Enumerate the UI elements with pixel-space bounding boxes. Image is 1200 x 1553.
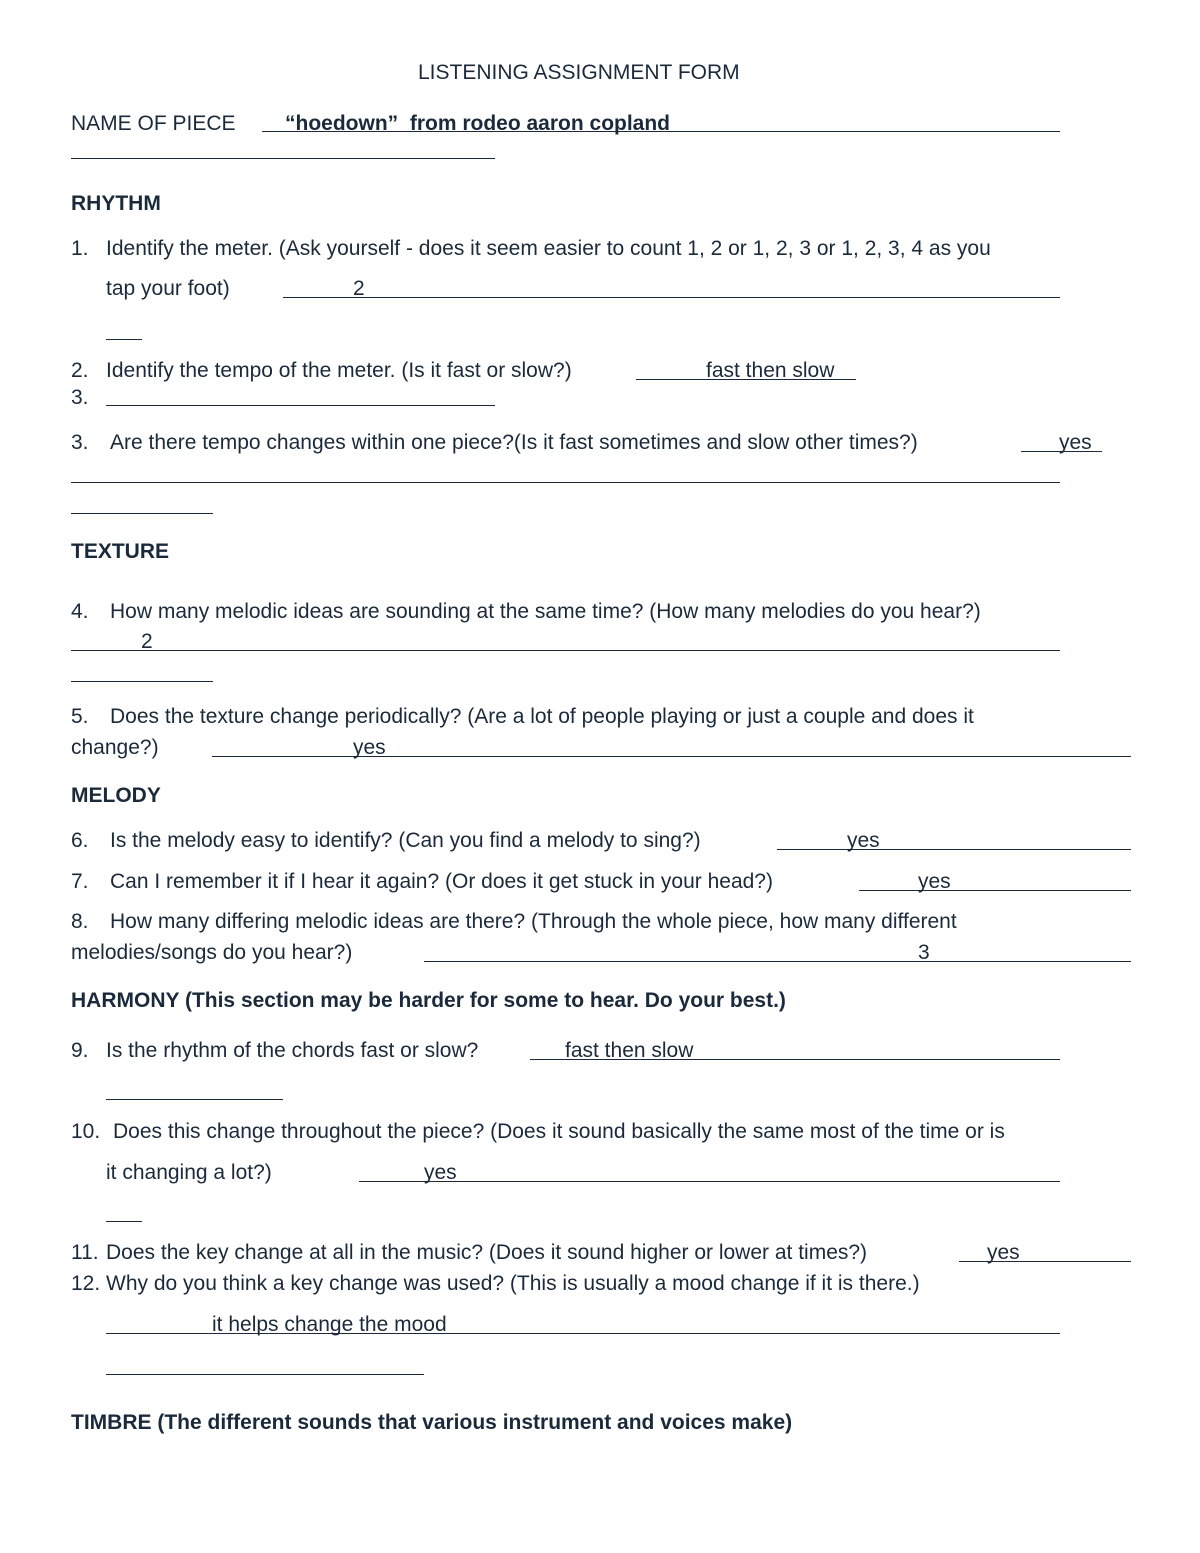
q3-text: Are there tempo changes within one piece?(Is it fast sometimes and slow other times?) — [110, 431, 918, 454]
q10-text-line1: Does this change throughout the piece? (Does it sound basically the same most of the time or is — [113, 1120, 1005, 1143]
q8-text-line1: How many differing melodic ideas are there? (Through the whole piece, how many different — [110, 910, 957, 933]
section-harmony: HARMONY (This section may be harder for some to hear. Do your best.) — [71, 989, 786, 1012]
q12-text: Why do you think a key change was used? (This is usually a mood change if it is there.) — [106, 1272, 920, 1295]
q11-number: 11. — [71, 1241, 99, 1264]
q10-text-line2: it changing a lot?) — [106, 1161, 272, 1184]
q12-answer-line-continued — [106, 1374, 424, 1375]
q4-answer-line — [71, 650, 1060, 651]
section-timbre: TIMBRE (The different sounds that various instrument and voices make) — [71, 1411, 793, 1434]
q11-answer-line — [959, 1261, 1131, 1262]
q3a-number: 3. — [71, 386, 89, 409]
piece-label: NAME OF PIECE — [71, 112, 236, 135]
q11-answer[interactable]: yes — [987, 1241, 1020, 1264]
q9-answer-line-continued — [106, 1099, 283, 1100]
q1-text-line2: tap your foot) — [106, 277, 230, 300]
q7-answer[interactable]: yes — [918, 870, 951, 893]
q6-answer[interactable]: yes — [847, 829, 880, 852]
q4-text: How many melodic ideas are sounding at the same time? (How many melodies do you hear?) — [110, 600, 981, 623]
q5-text-line2: change?) — [71, 736, 159, 759]
q9-text: Is the rhythm of the chords fast or slow? — [106, 1039, 479, 1062]
q10-answer-line — [359, 1181, 1060, 1182]
q10-answer-line-continued — [106, 1221, 142, 1222]
q5-answer-line — [212, 756, 1131, 757]
q3-answer[interactable]: yes — [1059, 431, 1092, 454]
q4-answer-line-end — [71, 681, 213, 682]
q5-number: 5. — [71, 705, 89, 728]
form-title: LISTENING ASSIGNMENT FORM — [418, 61, 740, 84]
q3-answer-line-end — [71, 513, 213, 514]
q8-answer-line — [424, 961, 1131, 962]
q2-answer[interactable]: fast then slow — [706, 359, 835, 382]
section-texture: TEXTURE — [71, 540, 170, 563]
q2-number: 2. — [71, 359, 89, 382]
q1-answer-line — [283, 297, 1060, 298]
q10-number: 10. — [71, 1120, 101, 1143]
piece-answer[interactable]: “hoedown” from rodeo aaron copland — [285, 112, 671, 135]
q6-number: 6. — [71, 829, 89, 852]
q8-text-line2: melodies/songs do you hear?) — [71, 941, 353, 964]
q3-number: 3. — [71, 431, 89, 454]
q1-number: 1. — [71, 237, 89, 260]
q12-number: 12. — [71, 1272, 101, 1295]
q6-text: Is the melody easy to identify? (Can you find a melody to sing?) — [110, 829, 701, 852]
q9-answer[interactable]: fast then slow — [565, 1039, 694, 1062]
q3a-answer-line — [106, 405, 495, 406]
q5-text-line1: Does the texture change periodically? (Are a lot of people playing or just a couple and does it — [110, 705, 974, 728]
section-rhythm: RHYTHM — [71, 192, 161, 215]
q5-answer[interactable]: yes — [353, 736, 386, 759]
q8-number: 8. — [71, 910, 89, 933]
q1-answer-line-continued — [106, 339, 142, 340]
q7-number: 7. — [71, 870, 89, 893]
q7-text: Can I remember it if I hear it again? (Or does it get stuck in your head?) — [110, 870, 773, 893]
q6-answer-line — [777, 849, 1131, 850]
q4-number: 4. — [71, 600, 89, 623]
q8-answer[interactable]: 3 — [918, 941, 930, 964]
q10-answer[interactable]: yes — [424, 1161, 457, 1184]
q4-answer[interactable]: 2 — [141, 630, 153, 653]
q1-answer[interactable]: 2 — [353, 277, 365, 300]
q12-answer[interactable]: it helps change the mood — [212, 1313, 447, 1336]
piece-underline-continued — [71, 158, 495, 159]
section-melody: MELODY — [71, 784, 161, 807]
q2-text: Identify the tempo of the meter. (Is it fast or slow?) — [106, 359, 572, 382]
q3-answer-line-continued — [71, 482, 1060, 483]
q1-text-line1: Identify the meter. (Ask yourself - does it seem easier to count 1, 2 or 1, 2, 3 or 1, 2, 3, 4 as you — [106, 237, 991, 260]
q7-answer-line — [859, 890, 1131, 891]
q9-number: 9. — [71, 1039, 89, 1062]
q11-text: Does the key change at all in the music? (Does it sound higher or lower at times?) — [106, 1241, 868, 1264]
